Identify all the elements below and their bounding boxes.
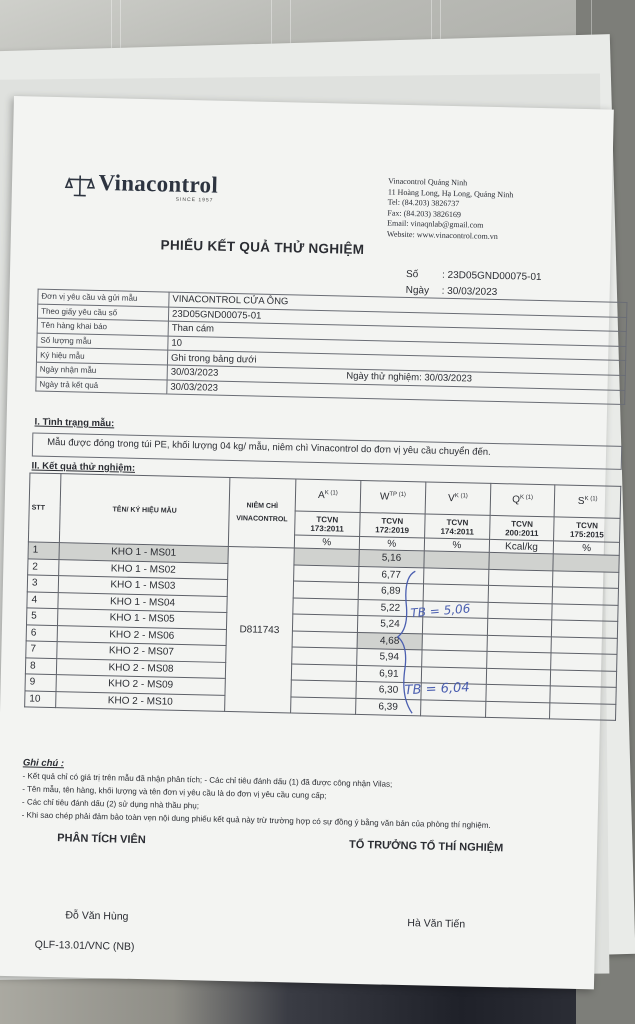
col-letter: Q xyxy=(512,494,521,506)
info-label: Ký hiệu mẫu xyxy=(36,347,167,365)
contact-line: Fax: (84.203) 3826169 xyxy=(387,208,462,219)
row-stt: 10 xyxy=(25,690,56,707)
company-logo xyxy=(66,169,219,203)
info-value: 10 xyxy=(168,336,626,361)
info-value: VINACONTROL CỬA ÔNG xyxy=(169,292,627,317)
row-stt: 3 xyxy=(27,575,58,592)
info-value: Ghi trong bảng dưới xyxy=(167,350,625,375)
col-letter: W xyxy=(379,491,390,503)
cell-s xyxy=(553,554,619,572)
cell-v xyxy=(424,567,489,585)
std-line: 173:2011 xyxy=(310,523,344,534)
row-sample-name: KHO 2 - MS07 xyxy=(57,642,226,662)
col-unit: % xyxy=(294,535,359,549)
note-line: - Các chỉ tiêu đánh dấu (2) sử dụng nhà thầu phụ; xyxy=(21,797,200,811)
cell-s xyxy=(552,620,618,638)
info-label: Tên hàng khai báo xyxy=(37,318,168,336)
std-line: 175:2015 xyxy=(569,529,604,539)
note-line: - Khi sao chép phải đảm bảo toàn vẹn nội dung phiếu kết quả này trừ trường hợp có sự đồng ý bằng văn bản của phòng thí nghiệm. xyxy=(21,810,491,831)
cell-q xyxy=(488,585,553,603)
ngay-thu-nghiem: Ngày thử nghiệm: 30/03/2023 xyxy=(346,370,473,385)
col-sup: TP (1) xyxy=(389,491,407,498)
notes-block xyxy=(22,756,492,832)
row-stt: 5 xyxy=(27,608,58,625)
cell-s xyxy=(551,636,617,654)
col-sup: K (1) xyxy=(584,496,598,503)
std-line: TCVN xyxy=(576,520,599,530)
cell-q xyxy=(486,684,551,702)
contact-block xyxy=(387,177,514,243)
col-s-header xyxy=(555,485,621,518)
cell-w: 6,77 xyxy=(358,566,424,584)
col-sup: K (1) xyxy=(454,493,468,500)
row-stt: 6 xyxy=(26,624,57,641)
cell-s xyxy=(551,669,617,687)
section-2-title: II. Kết quả thử nghiệm: xyxy=(31,460,136,474)
info-label: Ngày nhận mẫu xyxy=(36,362,167,380)
cell-v xyxy=(423,617,488,635)
row-sample-name: KHO 1 - MS01 xyxy=(59,543,228,563)
cell-q xyxy=(489,552,554,570)
sample-condition-text: Mẫu được đóng trong túi PE, khối lượng 04 kg/ mẫu, niêm chì Vinacontrol do đơn vị yêu cầu chuyển đến. xyxy=(47,436,491,458)
cell-s xyxy=(553,587,619,605)
cell-v xyxy=(422,633,487,651)
cell-a xyxy=(294,564,359,582)
contact-line: 11 Hoàng Long, Hạ Long, Quảng Ninh xyxy=(387,187,514,199)
cell-w: 6,39 xyxy=(355,698,421,716)
cell-a xyxy=(293,597,358,615)
analyst-name: Đỗ Văn Hùng xyxy=(65,909,129,923)
col-q-header xyxy=(490,483,555,516)
contact-line: Email: vinaqnlab@gmail.com xyxy=(387,218,484,230)
col-v-std xyxy=(425,514,490,539)
info-label: Ngày trả kết quả xyxy=(36,377,167,395)
sample-name-header: TÊN/ KÝ HIỆU MẪU xyxy=(59,474,230,547)
cell-s xyxy=(553,570,619,588)
company-since: SINCE 1957 xyxy=(175,196,214,204)
cell-q xyxy=(485,701,550,719)
cell-w: 6,89 xyxy=(358,582,424,600)
row-stt: 4 xyxy=(27,591,58,608)
col-w-header xyxy=(360,480,426,513)
col-letter: V xyxy=(447,492,455,505)
ngay-label: Ngày xyxy=(405,284,430,297)
handwritten-average-2: TB = 6,04 xyxy=(404,680,470,699)
col-s-std xyxy=(554,517,620,542)
cell-a xyxy=(292,614,357,632)
stt-header: STT xyxy=(28,473,61,543)
analyst-title: PHÂN TÍCH VIÊN xyxy=(57,832,146,847)
col-unit: % xyxy=(424,538,489,552)
std-line: TCVN xyxy=(511,518,534,529)
col-q-std xyxy=(489,515,554,540)
so-label: Số xyxy=(405,268,419,281)
contact-line: Tel: (84.203) 3826737 xyxy=(387,197,460,209)
document-title: PHIẾU KẾT QUẢ THỬ NGHIỆM xyxy=(160,237,365,257)
row-sample-name: KHO 2 - MS06 xyxy=(57,625,226,645)
cell-w: 6,91 xyxy=(356,665,422,683)
scale-icon xyxy=(66,173,95,198)
std-line: TCVN xyxy=(446,517,469,527)
cell-s xyxy=(552,603,618,621)
std-line: TCVN xyxy=(381,515,404,526)
seal-header xyxy=(228,477,296,547)
info-value: 23D05GND00075-01 xyxy=(168,307,626,332)
cell-w: 5,94 xyxy=(356,648,422,666)
contact-line: Vinacontrol Quảng Ninh xyxy=(388,176,468,188)
cell-w: 5,24 xyxy=(357,615,423,633)
cell-a xyxy=(293,581,358,599)
lab-head-name: Hà Văn Tiến xyxy=(407,917,466,931)
row-sample-name: KHO 1 - MS03 xyxy=(58,576,227,596)
col-a-header xyxy=(295,479,360,512)
info-label: Số lượng mẫu xyxy=(37,333,168,351)
cell-q xyxy=(486,668,551,686)
cell-v xyxy=(424,551,489,569)
cell-v xyxy=(423,584,488,602)
handwritten-average-1: TB = 5,06 xyxy=(409,601,471,621)
seal-header-line: VINACONTROL xyxy=(236,515,288,524)
cell-q xyxy=(488,569,553,587)
seal-number: D811743 xyxy=(225,546,295,712)
note-line: - Tên mẫu, tên hàng, khối lượng và tên đơn vị yêu cầu là do đơn vị yêu cầu cung cấp; xyxy=(22,784,327,801)
cell-q xyxy=(487,618,552,636)
contact-line: Website: www.vinacontrol.com.vn xyxy=(386,228,498,241)
row-sample-name: KHO 2 - MS10 xyxy=(56,691,225,711)
cell-a xyxy=(291,696,356,714)
std-line: 200:2011 xyxy=(505,527,539,538)
info-label: Theo giấy yêu cầu số xyxy=(37,304,168,322)
row-sample-name: KHO 2 - MS09 xyxy=(56,675,225,695)
cell-s xyxy=(551,653,617,671)
notes-title: Ghi chú : xyxy=(22,757,65,770)
col-letter: A xyxy=(317,490,325,502)
cell-q xyxy=(487,635,552,653)
cell-q xyxy=(486,651,551,669)
info-label: Đơn vị yêu cầu và gửi mẫu xyxy=(38,289,169,307)
cell-a xyxy=(291,663,356,681)
std-line: 172:2019 xyxy=(375,524,410,535)
col-unit: Kcal/kg xyxy=(489,539,554,553)
info-value: 30/03/2023 xyxy=(167,380,625,405)
row-sample-name: KHO 1 - MS05 xyxy=(58,609,227,629)
col-a-std xyxy=(295,511,360,536)
form-code: QLF-13.01/VNC (NB) xyxy=(34,938,135,953)
cell-w: 4,68 xyxy=(357,632,423,650)
std-line: TCVN xyxy=(316,514,339,524)
lab-head-title: TỔ TRƯỞNG TỔ THÍ NGHIỆM xyxy=(348,838,504,855)
company-name: Vinacontrol xyxy=(98,169,219,198)
cell-a xyxy=(292,630,357,648)
col-v-header xyxy=(425,482,490,515)
cell-a xyxy=(291,680,356,698)
info-table xyxy=(35,289,627,406)
row-stt: 2 xyxy=(28,558,59,575)
std-line: 174:2011 xyxy=(440,526,474,537)
row-sample-name: KHO 2 - MS08 xyxy=(56,658,225,678)
cell-w: 5,22 xyxy=(357,599,423,617)
row-stt: 8 xyxy=(25,657,56,674)
note-line: - Kết quả chỉ có giá trị trên mẫu đã nhận phân tích; - Các chỉ tiêu đánh dấu (1) đã được công nhận Vilas; xyxy=(22,771,393,789)
cell-s xyxy=(550,702,616,720)
cell-a xyxy=(292,647,357,665)
col-sup: K (1) xyxy=(519,494,534,501)
cell-q xyxy=(488,602,553,620)
col-w-std xyxy=(359,512,425,537)
row-stt: 1 xyxy=(28,542,59,559)
section-1-title: I. Tình trạng mẫu: xyxy=(34,416,115,430)
row-stt: 9 xyxy=(25,674,56,691)
cell-w: 6,30 xyxy=(356,681,422,699)
col-unit: % xyxy=(359,536,425,550)
cell-v xyxy=(422,650,487,668)
cell-w: 5,16 xyxy=(359,549,425,567)
cell-s xyxy=(550,686,616,704)
row-sample-name: KHO 1 - MS04 xyxy=(58,592,227,612)
cell-a xyxy=(294,548,359,566)
col-sup: K (1) xyxy=(324,490,338,497)
results-table xyxy=(24,472,621,720)
row-sample-name: KHO 1 - MS02 xyxy=(59,559,228,579)
ngay-value: : 30/03/2023 xyxy=(441,285,498,299)
ngay-nhan-mau: 30/03/2023 xyxy=(170,366,219,379)
seal-header-line: NIÊM CHÌ xyxy=(246,502,279,511)
col-letter: S xyxy=(577,495,585,508)
document-page xyxy=(0,96,614,989)
col-unit: % xyxy=(554,541,620,555)
row-stt: 7 xyxy=(26,641,57,658)
cell-v xyxy=(421,699,486,717)
info-value: Than cám xyxy=(168,321,626,346)
so-value: : 23D05GND00075-01 xyxy=(441,269,542,284)
